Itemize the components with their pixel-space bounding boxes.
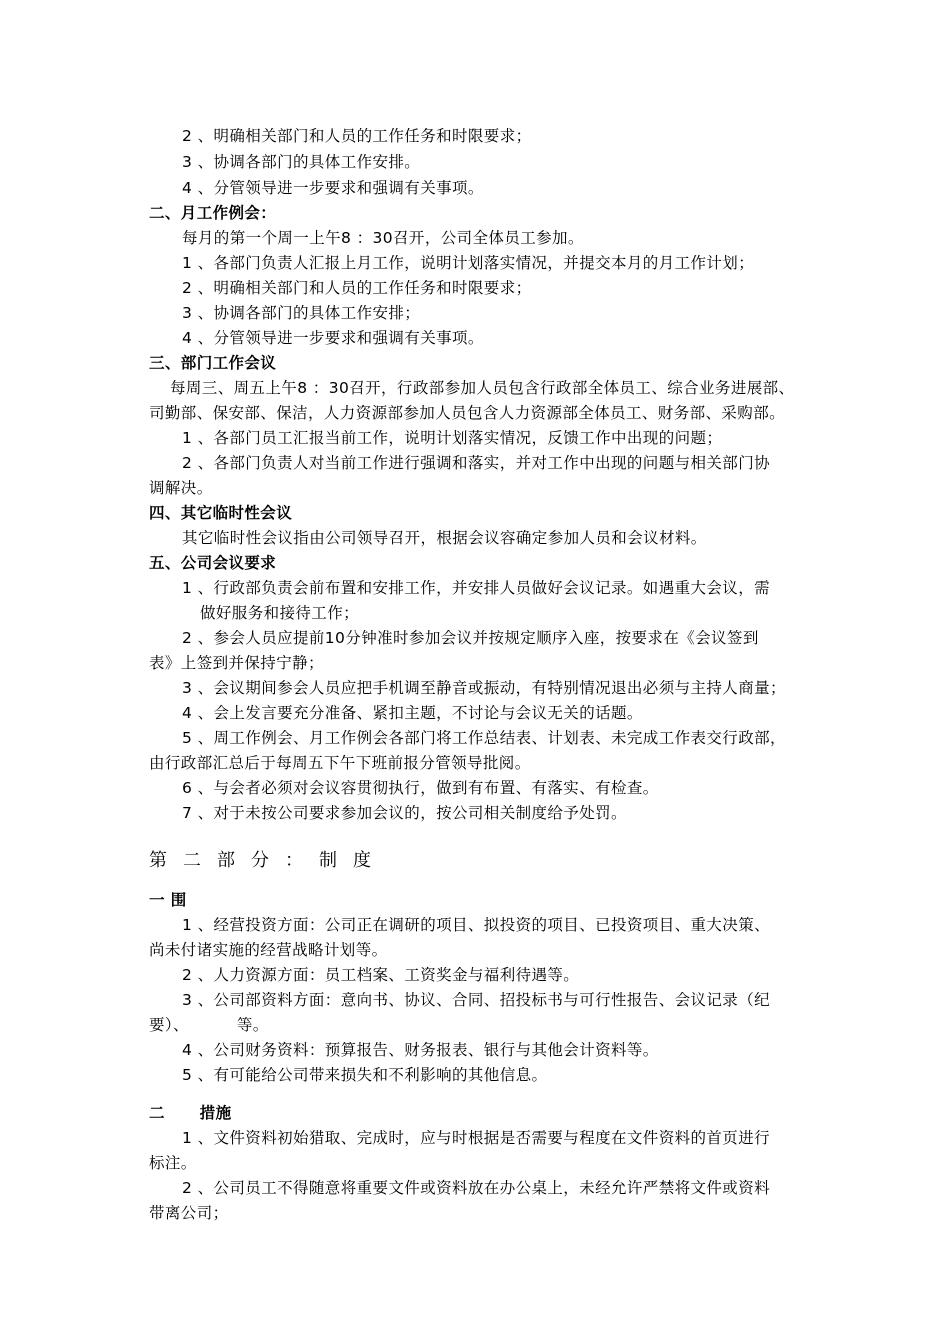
meeting-item-4: 4 、分管领导进一步要求和强调有关事项。 (182, 179, 484, 197)
section-heading-meeting-requirements: 五、公司会议要求 (149, 554, 277, 572)
requirement-2-line-2: 表》上签到并保持宁静； (149, 654, 324, 672)
monthly-item-4: 4 、分管领导进一步要求和强调有关事项。 (182, 329, 484, 347)
requirement-7: 7 、对于未按公司要求参加会议的，按公司相关制度给予处罚。 (182, 804, 627, 822)
requirement-1-line-2: 做好服务和接待工作； (200, 604, 360, 622)
department-item-2-line-1: 2 、各部门负责人对当前工作进行强调和落实，并对工作中出现的问题与相关部门协 (182, 454, 770, 472)
scope-item-3-line-2: 要）、 等。 (149, 1016, 269, 1034)
part-two-title: 第二部分：制度 (149, 850, 387, 871)
temporary-meeting-text: 其它临时性会议指由公司领导召开，根据会议容确定参加人员和会议材料。 (182, 529, 707, 547)
meeting-item-3: 3 、协调各部门的具体工作安排。 (182, 153, 421, 171)
department-item-1: 1 、各部门员工汇报当前工作，说明计划落实情况，反馈工作中出现的问题； (182, 429, 723, 447)
department-meeting-intro-line-1: 每周三、周五上午8 ：30召开，行政部参加人员包含行政部全体员工、综合业务进展部、 (170, 379, 795, 397)
requirement-4: 4 、会上发言要充分准备、紧扣主题，不讨论与会议无关的话题。 (182, 704, 643, 722)
meeting-item-2: 2 、明确相关部门和人员的工作任务和时限要求； (182, 127, 532, 145)
requirement-6: 6 、与会者必须对会议容贯彻执行，做到有布置、有落实、有检查。 (182, 779, 659, 797)
requirement-3: 3 、会议期间参会人员应把手机调至静音或振动，有特别情况退出必须与主持人商量； (182, 679, 786, 697)
monthly-meeting-intro: 每月的第一个周一上午8 ：30召开，公司全体员工参加。 (182, 229, 584, 247)
measure-2-line-2: 带离公司； (149, 1204, 229, 1222)
department-meeting-intro-line-2: 司勤部、保安部、保洁，人力资源部参加人员包含人力资源部全体员工、财务部、采购部。 (149, 404, 786, 422)
scope-item-5: 5 、有可能给公司带来损失和不利影响的其他信息。 (182, 1066, 548, 1084)
monthly-item-3: 3 、协调各部门的具体工作安排； (182, 304, 421, 322)
section-heading-monthly-meeting: 二、月工作例会： (149, 204, 277, 222)
requirement-1-line-1: 1 、行政部负责会前布置和安排工作，并安排人员做好会议记录。如遇重大会议，需 (182, 579, 770, 597)
requirement-5-line-1: 5 、周工作例会、月工作例会各部门将工作总结表、计划表、未完成工作表交行政部， (182, 729, 786, 747)
section-heading-department-meeting: 三、部门工作会议 (149, 354, 277, 372)
section-heading-measures: 二 措施 (149, 1104, 232, 1122)
measure-1-line-1: 1 、文件资料初始猎取、完成时，应与时根据是否需要与程度在文件资料的首页进行 (182, 1129, 770, 1147)
department-item-2-line-2: 调解决。 (149, 479, 213, 497)
measure-1-line-2: 标注。 (149, 1154, 197, 1172)
requirement-5-line-2: 由行政部汇总后于每周五下午下班前报分管领导批阅。 (149, 754, 531, 772)
section-heading-scope: 一 围 (149, 891, 187, 909)
measure-2-line-1: 2 、公司员工不得随意将重要文件或资料放在办公桌上，未经允许严禁将文件或资料 (182, 1179, 770, 1197)
section-heading-temporary-meeting: 四、其它临时性会议 (149, 504, 293, 522)
scope-item-3-line-1: 3 、公司部资料方面：意向书、协议、合同、招投标书与可行性报告、会议记录（纪 (182, 991, 770, 1009)
scope-item-1-line-2: 尚未付诸实施的经营战略计划等。 (149, 941, 388, 959)
scope-item-1-line-1: 1 、经营投资方面：公司正在调研的项目、拟投资的项目、已投资项目、重大决策、 (182, 916, 770, 934)
scope-item-4: 4 、公司财务资料：预算报告、财务报表、银行与其他会计资料等。 (182, 1041, 659, 1059)
requirement-2-line-1: 2 、参会人员应提前10分钟准时参加会议并按规定顺序入座，按要求在《会议签到 (182, 629, 759, 647)
monthly-item-2: 2 、明确相关部门和人员的工作任务和时限要求； (182, 279, 532, 297)
scope-item-2: 2 、人力资源方面：员工档案、工资奖金与福利待遇等。 (182, 966, 580, 984)
monthly-item-1: 1 、各部门负责人汇报上月工作，说明计划落实情况，并提交本月的月工作计划； (182, 254, 755, 272)
